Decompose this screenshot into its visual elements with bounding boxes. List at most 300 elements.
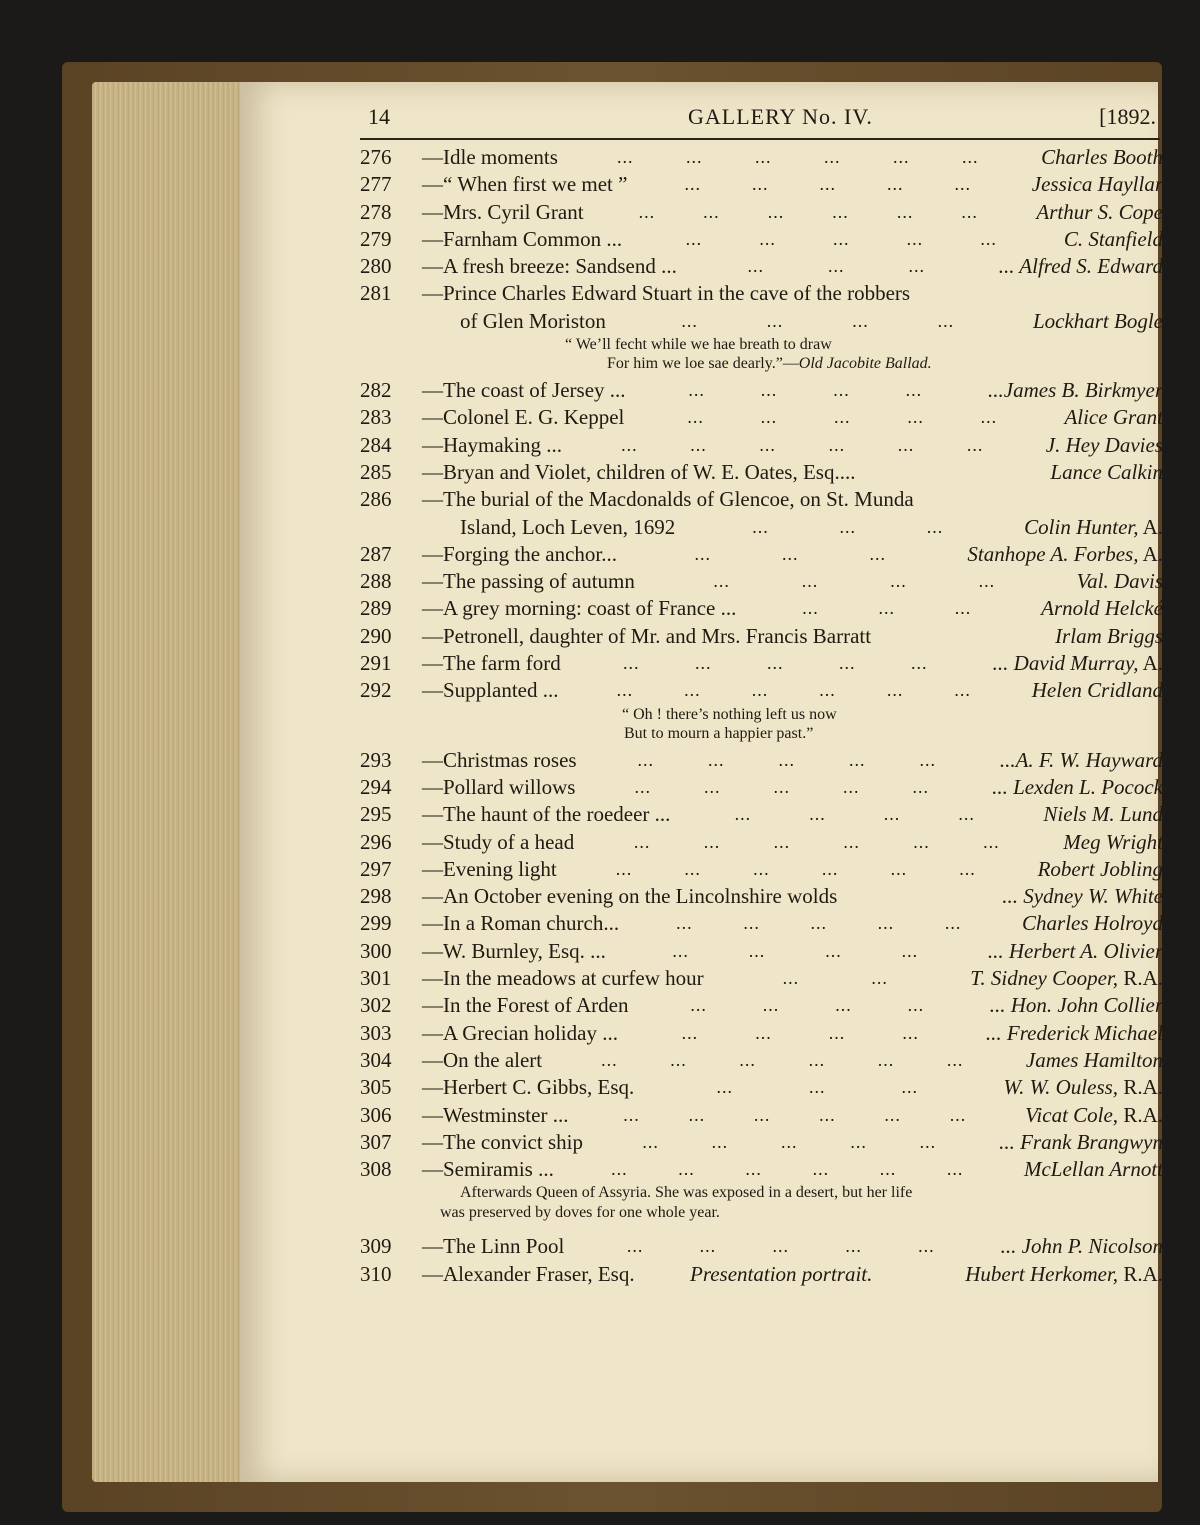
leader-dots: ... <box>621 434 638 455</box>
entry-number: 301 <box>360 966 392 991</box>
leader-dots: ... <box>908 256 925 277</box>
entry-number: 302 <box>360 993 392 1018</box>
leader-dots: ... <box>878 598 895 619</box>
artist-name: Robert Jobling <box>1037 856 1163 881</box>
entry-number: 300 <box>360 938 392 963</box>
leader-dots: ... <box>772 1236 789 1257</box>
leader-dots: ... <box>883 804 901 825</box>
entry-number: 287 <box>360 541 392 566</box>
entry-artist <box>1026 1047 1163 1074</box>
entry-artist <box>1024 514 1163 541</box>
entry-artist <box>1055 623 1163 650</box>
entry-artist <box>1064 404 1163 431</box>
entry-group-c <box>360 747 1165 1184</box>
leader-dots: ... <box>962 147 979 167</box>
leader-dots: ... <box>781 1131 798 1152</box>
leader-dots: ... <box>766 310 784 331</box>
entry-number: 277 <box>360 172 392 197</box>
leader-dots: ... <box>808 1049 826 1070</box>
leader-dots: ... <box>907 407 924 428</box>
entry-row <box>360 965 1165 992</box>
entry-number: 308 <box>360 1157 392 1182</box>
leader-dots: ... <box>704 776 721 797</box>
entry-row <box>360 459 1165 486</box>
leader-dots: ... <box>828 1022 846 1043</box>
entry-title: —In a Roman church... <box>422 911 620 936</box>
leader-dots: ... <box>743 913 760 934</box>
entry-row <box>360 1261 1165 1288</box>
entry-row <box>360 226 1165 253</box>
entry-row <box>360 1129 1165 1156</box>
page-header <box>368 104 1158 134</box>
artist-name: Charles Holroyd <box>1022 911 1163 936</box>
entry-number: 279 <box>360 226 392 251</box>
entry-row <box>360 514 1165 541</box>
leader-dots: ... <box>759 434 776 455</box>
entry-artist <box>1002 883 1163 910</box>
leader-dots: ... <box>824 147 841 167</box>
entry-row <box>360 486 1165 513</box>
leader-dots: ... <box>711 1131 729 1152</box>
entry-title: —Bryan and Violet, children of W. E. Oates, Esq.... <box>422 459 856 484</box>
entry-number: 285 <box>360 459 392 484</box>
leader-dots: ... <box>821 858 839 879</box>
leader-dots: ... <box>897 434 915 455</box>
entry-artist <box>1004 1074 1163 1101</box>
entry-title: Island, Loch Leven, 1692 <box>460 514 676 539</box>
entry-title: —Forging the anchor... <box>422 541 618 566</box>
artist-name: J. Hey Davies <box>1045 432 1163 457</box>
entry-title: —Mrs. Cyril Grant <box>422 199 584 224</box>
entry-artist <box>988 938 1163 965</box>
entry-number: 286 <box>360 487 392 512</box>
leader-dots: ... <box>616 680 634 701</box>
leader-dots: ... <box>767 653 784 674</box>
entry-row <box>360 144 1165 171</box>
leader-dots: ... <box>802 598 819 619</box>
entry-artist <box>1024 1156 1163 1183</box>
entry-row <box>360 377 1165 404</box>
entry-artist <box>1046 432 1163 459</box>
entry-row <box>360 747 1165 774</box>
leader-dots: ... <box>617 147 634 167</box>
entry-title: —Supplanted ... <box>422 678 559 703</box>
leader-dots: ... <box>708 749 725 770</box>
leader-dots: ... <box>919 749 936 770</box>
entry-row <box>360 774 1165 801</box>
entry-title: —The convict ship <box>422 1129 583 1154</box>
artist-name: ...A. F. W. Hayward <box>999 747 1163 772</box>
leader-dots: ... <box>751 680 769 701</box>
leader-dots: ... <box>638 201 656 222</box>
artist-name: Niels M. Lund <box>1043 802 1163 827</box>
leader-dots: ... <box>949 1104 967 1125</box>
entry-number: 297 <box>360 856 392 881</box>
artist-name: ...James B. Birkmyer <box>988 378 1163 403</box>
leader-dots: ... <box>886 680 904 701</box>
leader-dots: ... <box>901 1077 918 1098</box>
leader-dots: ... <box>809 1077 826 1098</box>
leader-dots: ... <box>961 201 978 222</box>
leader-dots: ... <box>833 228 850 249</box>
entry-number: 281 <box>360 281 392 306</box>
leader-dots: ... <box>752 174 769 195</box>
artist-name: T. Sidney Cooper, <box>970 966 1119 991</box>
leader-dots: ... <box>688 380 705 401</box>
leader-dots: ... <box>906 228 924 249</box>
leader-dots: ... <box>801 571 819 592</box>
leader-dots: ... <box>684 858 701 879</box>
entry-row <box>360 1156 1165 1183</box>
entry-number: 291 <box>360 651 392 676</box>
entry-title: —A Grecian holiday ... <box>422 1020 618 1045</box>
leader-dots: ... <box>887 174 904 195</box>
leader-dots: ... <box>752 516 769 537</box>
leader-dots: ... <box>983 831 1000 852</box>
entry-row <box>360 650 1165 677</box>
leader-dots: ... <box>687 407 704 428</box>
leader-dots: ... <box>760 380 778 401</box>
entry-row <box>360 623 1165 650</box>
leader-dots: ... <box>905 380 923 401</box>
entry-number: 298 <box>360 884 392 909</box>
entry-number: 282 <box>360 378 392 403</box>
entry-artist <box>988 377 1163 404</box>
entry-row <box>360 910 1165 937</box>
entry-row <box>360 432 1165 459</box>
leader-dots: ... <box>762 995 780 1016</box>
leader-dots: ... <box>745 1159 762 1180</box>
artist-honour: R.A. <box>1118 1075 1163 1100</box>
leader-dots: ... <box>901 940 919 961</box>
quote-292-line2: But to mourn a happier past.” <box>624 724 814 742</box>
entry-title: —Westminster ... <box>422 1102 569 1127</box>
entry-title: —Prince Charles Edward Stuart in the cave of the robbers <box>422 281 911 306</box>
artist-name: Hubert Herkomer, <box>965 1261 1119 1286</box>
entry-remark: Presentation portrait. <box>690 1261 873 1286</box>
quote-292 <box>360 705 1165 747</box>
entry-title: —The coast of Jersey ... <box>422 378 626 403</box>
entry-artist <box>970 965 1163 992</box>
leader-dots: ... <box>773 831 791 852</box>
leader-dots: ... <box>850 1131 867 1152</box>
entry-title: —“ When first we met ” <box>422 172 628 197</box>
entry-artist <box>1033 308 1163 335</box>
leader-dots: ... <box>954 174 971 195</box>
entry-title: —Farnham Common ... <box>422 226 623 251</box>
artist-name: ... Frederick Michael <box>985 1020 1163 1045</box>
quote-281-line2: For him we loe sae dearly.”— <box>607 355 799 373</box>
leader-dots: ... <box>747 256 764 277</box>
leader-dots: ... <box>615 858 633 879</box>
entry-number: 280 <box>360 254 392 279</box>
entry-row <box>360 199 1165 226</box>
leader-dots: ... <box>839 653 856 674</box>
leader-dots: ... <box>877 913 895 934</box>
artist-honour: R.A. <box>1118 1261 1163 1286</box>
entry-artist <box>1000 747 1163 774</box>
leader-dots: ... <box>832 201 849 222</box>
artist-name: ... Frank Brangwyn <box>999 1129 1163 1154</box>
leader-dots: ... <box>685 228 703 249</box>
entry-row <box>360 404 1165 431</box>
leader-dots: ... <box>946 1159 964 1180</box>
entry-artist <box>1077 568 1163 595</box>
entry-number: 306 <box>360 1102 392 1127</box>
entry-title: —In the Forest of Arden <box>422 993 629 1018</box>
leader-dots: ... <box>959 858 976 879</box>
entry-artist <box>1043 801 1163 828</box>
entry-number: 292 <box>360 678 392 703</box>
leader-dots: ... <box>937 310 955 331</box>
leader-dots: ... <box>637 749 654 770</box>
entry-number: 284 <box>360 432 392 457</box>
leader-dots: ... <box>703 831 721 852</box>
note-308 <box>360 1183 1165 1233</box>
entry-title: —Alexander Fraser, Esq. <box>422 1261 635 1286</box>
leader-dots: ... <box>695 653 712 674</box>
leader-dots: ... <box>834 407 851 428</box>
entry-group-b <box>360 377 1165 705</box>
entry-row <box>360 568 1165 595</box>
leader-dots: ... <box>843 776 860 797</box>
entry-artist <box>986 1020 1163 1047</box>
leader-dots: ... <box>911 653 928 674</box>
artist-name: C. Stanfield <box>1063 226 1163 251</box>
entry-row <box>360 883 1165 910</box>
entry-artist <box>999 1129 1163 1156</box>
entry-title: —An October evening on the Lincolnshire wolds <box>422 884 838 909</box>
entry-row <box>360 171 1165 198</box>
artist-honour: A. <box>1138 541 1163 566</box>
leader-dots: ... <box>810 913 827 934</box>
artist-name: Stanhope A. Forbes, <box>967 541 1139 566</box>
entry-title: —Evening light <box>422 856 557 881</box>
artist-name: ... John P. Nicolson <box>1000 1234 1163 1259</box>
entry-artist <box>1001 1233 1163 1260</box>
entry-number: 289 <box>360 596 392 621</box>
entry-row <box>360 1074 1165 1101</box>
artist-name: ... David Murray, <box>992 651 1139 676</box>
leader-dots: ... <box>890 571 907 592</box>
leader-dots: ... <box>980 407 998 428</box>
entry-group-d <box>360 1233 1165 1288</box>
entry-row <box>360 801 1165 828</box>
leader-dots: ... <box>634 776 651 797</box>
artist-name: Arthur S. Cope <box>1036 199 1163 224</box>
artist-name: Jessica Hayllar <box>1031 172 1163 197</box>
entry-row <box>360 677 1165 704</box>
artist-name: W. W. Ouless, <box>1003 1075 1119 1100</box>
leader-dots: ... <box>944 913 962 934</box>
leader-dots: ... <box>753 858 770 879</box>
artist-name: Meg Wright <box>1063 829 1163 854</box>
entry-row <box>360 992 1165 1019</box>
entry-number: 304 <box>360 1047 392 1072</box>
leader-dots: ... <box>896 201 914 222</box>
artist-name: Alice Grant <box>1064 405 1163 430</box>
leader-dots: ... <box>980 228 997 249</box>
leader-dots: ... <box>954 680 971 701</box>
leader-dots: ... <box>828 434 846 455</box>
entry-number: 307 <box>360 1129 392 1154</box>
leader-dots: ... <box>688 1104 706 1125</box>
leader-dots: ... <box>782 968 800 989</box>
entry-group-a <box>360 144 1165 335</box>
artist-name: Val. Davis <box>1076 569 1163 594</box>
quote-281-line2-wrap <box>565 354 1165 373</box>
entry-artist <box>1064 226 1163 253</box>
entry-title: —Study of a head <box>422 829 575 854</box>
entry-artist <box>1038 856 1163 883</box>
leader-dots: ... <box>623 653 640 674</box>
leader-dots: ... <box>739 1049 756 1070</box>
entry-title: —The farm ford <box>422 651 561 676</box>
entry-number: 278 <box>360 199 392 224</box>
leader-dots: ... <box>678 1159 695 1180</box>
entry-title: —In the meadows at curfew hour <box>422 966 704 991</box>
artist-name: ... Hon. John Collier <box>989 993 1163 1018</box>
leader-dots: ... <box>839 516 856 537</box>
entry-number: 295 <box>360 802 392 827</box>
leader-dots: ... <box>684 174 701 195</box>
leader-dots: ... <box>760 407 778 428</box>
note-308-line2: was preserved by doves for one whole year. <box>440 1204 720 1222</box>
leader-dots: ... <box>907 995 925 1016</box>
entry-row <box>360 308 1165 335</box>
artist-name: Lance Calkin <box>1050 459 1163 484</box>
leader-dots: ... <box>954 598 972 619</box>
entry-artist <box>1063 829 1163 856</box>
leader-dots: ... <box>703 201 720 222</box>
entry-title: —Pollard willows <box>422 774 576 799</box>
entry-artist <box>1050 459 1163 486</box>
leader-dots: ... <box>753 1104 771 1125</box>
leader-dots: ... <box>849 749 866 770</box>
leader-dots: ... <box>759 228 776 249</box>
leader-dots: ... <box>918 1236 935 1257</box>
artist-name: Vicat Cole, <box>1025 1102 1119 1127</box>
leader-dots: ... <box>713 571 730 592</box>
entry-row <box>360 856 1165 883</box>
leader-dots: ... <box>601 1049 618 1070</box>
artist-honour: R.A. <box>1118 1102 1163 1127</box>
leader-dots: ... <box>926 516 944 537</box>
entry-artist <box>993 650 1163 677</box>
entry-number: 294 <box>360 774 392 799</box>
entry-artist <box>999 253 1163 280</box>
artist-name: ... Sydney W. White <box>1002 884 1163 909</box>
leader-dots: ... <box>773 776 790 797</box>
entry-number: 283 <box>360 405 392 430</box>
entry-row <box>360 1102 1165 1129</box>
entry-row <box>360 1047 1165 1074</box>
leader-dots: ... <box>869 543 886 564</box>
entry-number: 309 <box>360 1234 392 1259</box>
entry-artist <box>1041 595 1163 622</box>
entry-title: —Herbert C. Gibbs, Esq. <box>422 1075 635 1100</box>
entry-title: —The burial of the Macdonalds of Glencoe, on St. Munda <box>422 487 914 512</box>
entry-artist <box>992 774 1163 801</box>
entry-title: —Idle moments <box>422 145 558 169</box>
entry-number: 299 <box>360 911 392 936</box>
leader-dots: ... <box>812 1159 830 1180</box>
leader-dots: ... <box>690 995 707 1016</box>
artist-honour: R.A. <box>1118 966 1163 991</box>
leader-dots: ... <box>755 147 772 167</box>
leader-dots: ... <box>884 1104 901 1125</box>
leader-dots: ... <box>819 174 836 195</box>
artist-name: James Hamilton <box>1025 1047 1163 1072</box>
entry-title: —Petronell, daughter of Mr. and Mrs. Francis Barratt <box>422 623 872 648</box>
leader-dots: ... <box>978 571 996 592</box>
artist-name: Helen Cridland <box>1031 678 1163 703</box>
leader-dots: ... <box>809 804 826 825</box>
artist-name: Irlam Briggs <box>1055 623 1163 648</box>
entry-title: —On the alert <box>422 1047 543 1072</box>
catalogue-list <box>360 144 1165 1288</box>
entry-title: —The Linn Pool <box>422 1234 565 1259</box>
leader-dots: ... <box>835 995 852 1016</box>
leader-dots: ... <box>686 147 703 167</box>
entry-row <box>360 541 1165 568</box>
entry-title: of Glen Moriston <box>460 308 606 333</box>
leader-dots: ... <box>670 1049 687 1070</box>
entry-row <box>360 595 1165 622</box>
entry-title: —Haymaking ... <box>422 432 562 457</box>
leader-dots: ... <box>676 913 693 934</box>
artist-name: Lockhart Bogle <box>1032 308 1163 333</box>
artist-name: Arnold Helcké <box>1041 596 1163 621</box>
leader-dots: ... <box>819 680 836 701</box>
leader-dots: ... <box>919 1131 937 1152</box>
entry-title: —W. Burnley, Esq. ... <box>422 938 606 963</box>
leader-dots: ... <box>778 749 795 770</box>
leader-dots: ... <box>843 831 860 852</box>
artist-honour: A. <box>1138 651 1163 676</box>
leader-dots: ... <box>690 434 707 455</box>
leader-dots: ... <box>879 1159 897 1180</box>
leader-dots: ... <box>852 310 869 331</box>
leader-dots: ... <box>966 434 984 455</box>
leader-dots: ... <box>782 543 799 564</box>
leader-dots: ... <box>845 1236 862 1257</box>
leader-dots: ... <box>912 776 929 797</box>
artist-name: Charles Booth <box>1041 145 1163 169</box>
entry-row <box>360 280 1165 307</box>
header-rule <box>360 138 1160 140</box>
leader-dots: ... <box>734 804 752 825</box>
entry-title: —Colonel E. G. Keppel <box>422 405 625 430</box>
entry-artist <box>1022 910 1163 937</box>
page-edges <box>92 82 252 1482</box>
entry-row <box>360 1233 1165 1260</box>
artist-name: McLellan Arnott <box>1023 1157 1163 1182</box>
entry-title: —The haunt of the roedeer ... <box>422 802 671 827</box>
leader-dots: ... <box>748 940 766 961</box>
leader-dots: ... <box>828 256 845 277</box>
leader-dots: ... <box>893 147 910 167</box>
entry-number: 310 <box>360 1261 392 1286</box>
leader-dots: ... <box>755 1022 772 1043</box>
leader-dots: ... <box>767 201 785 222</box>
artist-name: Colin Hunter, <box>1024 514 1139 539</box>
leader-dots: ... <box>694 543 711 564</box>
entry-artist <box>1041 144 1163 171</box>
artist-name: ... Lexden L. Pocock <box>992 774 1163 799</box>
entry-number: 276 <box>360 145 392 169</box>
entry-artist <box>1032 171 1163 198</box>
